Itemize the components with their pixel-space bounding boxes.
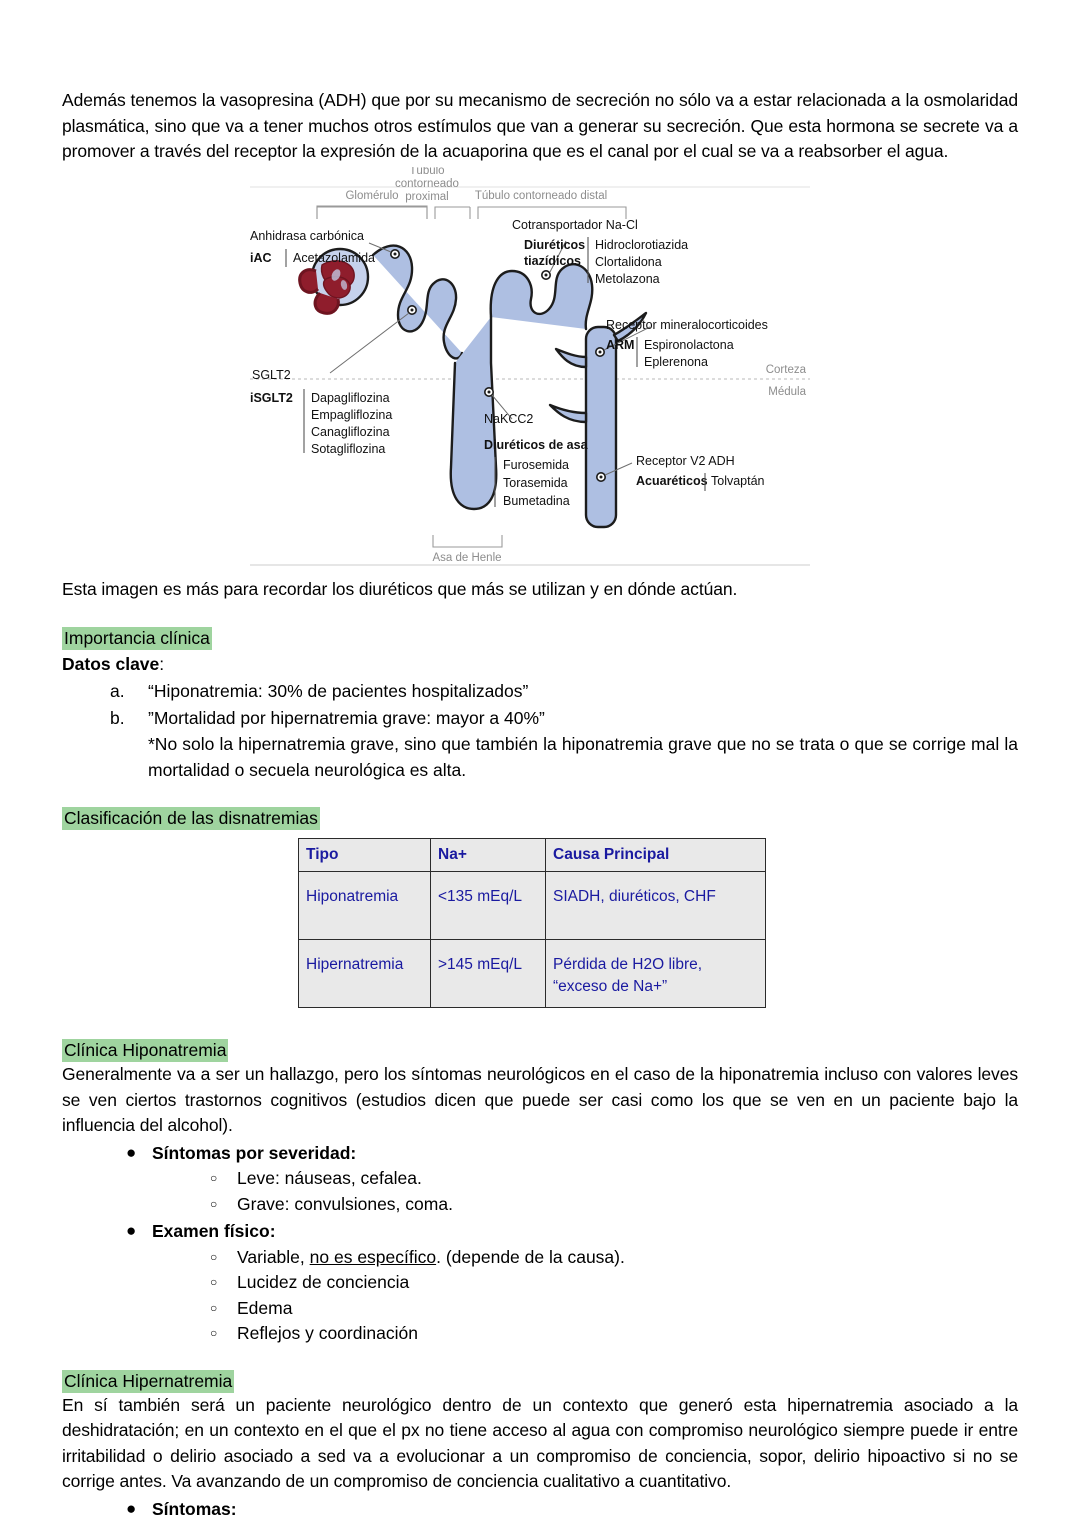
table-row — [299, 872, 766, 940]
cell-causa: SIADH, diuréticos, CHF — [546, 872, 766, 940]
callout-drug-metolazona: Metolazona — [595, 271, 660, 286]
circle-bullet-icon: ○ — [210, 1300, 218, 1315]
list-item — [110, 679, 1018, 705]
list-item-text-post: . (depende de la causa). — [436, 1246, 625, 1267]
callout-abbr-arm: ARM — [606, 337, 635, 352]
list-item-text: Leve: náuseas, cefalea. — [237, 1168, 422, 1188]
circle-bullet-icon: ○ — [210, 1249, 218, 1264]
cell-causa: Pérdida de H2O libre, “exceso de Na+” — [546, 940, 766, 1008]
cell-na: >145 mEq/L — [431, 940, 546, 1008]
callout-drug-eplerenona: Eplerenona — [644, 354, 708, 369]
cell-tipo: Hipernatremia — [299, 940, 431, 1008]
heading-importancia-clinica: Importancia clínica — [64, 628, 210, 648]
column-header-causa: Causa Principal — [546, 839, 766, 872]
callout-drug-clortalidona: Clortalidona — [595, 254, 662, 269]
examen-fisico-sublist — [152, 1245, 1018, 1347]
label-glomerulo: Glomérulo — [345, 189, 399, 202]
figure-caption: Esta imagen es más para recordar los diuréticos que más se utilizan y en dónde actúan. — [62, 578, 738, 599]
callout-abbr-iac: iAC — [250, 250, 272, 265]
callout-drug-empagliflozina: Empagliflozina — [311, 407, 393, 422]
circle-bullet-icon: ○ — [210, 1196, 218, 1211]
intro-paragraph: Además tenemos la vasopresina (ADH) que por su mecanismo de secreción no sólo va a estar relacionada a la osmolaridad plasmática, sino que va a tener muchos otros estímulos que van a generar su secreción. Que esta hormona se secrete va a promover a través del receptor la expresión de la acuaporina que es el canal por el cual se va a reabsorber el agua. — [62, 90, 1018, 161]
disnatremias-table-wrap — [298, 838, 1018, 1008]
list-item — [207, 1245, 1018, 1271]
list-item — [207, 1192, 1018, 1218]
list-item — [207, 1296, 1018, 1322]
callout-drug-acetazolamida: Acetazolamida — [293, 250, 375, 265]
nephron-figure-svg — [0, 167, 1080, 577]
list-item-text: “Hiponatremia: 30% de pacientes hospitalizados” — [148, 681, 529, 701]
list-item — [207, 1270, 1018, 1296]
callout-drug-canagliflozina: Canagliflozina — [311, 424, 390, 439]
list-item-text-underlined: no es específico — [309, 1246, 437, 1267]
list-item-text: Reflejos y coordinación — [237, 1323, 418, 1343]
cell-na: <135 mEq/L — [431, 872, 546, 940]
list-item — [207, 1321, 1018, 1347]
hipernatremia-bullet-list — [62, 1497, 1018, 1523]
callout-drug-furosemida: Furosemida — [503, 457, 569, 472]
callout-drug-torasemida: Torasemida — [503, 475, 568, 490]
list-item-text: Grave: convulsiones, coma. — [237, 1193, 453, 1214]
callout-abbr-asa: Diuréticos de asa — [484, 437, 588, 452]
list-item-text: ”Mortalidad por hipernatremia grave: mayor a 40%” — [148, 707, 545, 728]
callout-abbr-tiazidicos-1: Diuréticos — [524, 237, 586, 252]
callout-target-v2adh: Receptor V2 ADH — [636, 453, 735, 468]
disnatremias-table — [298, 838, 766, 1008]
column-header-na: Na+ — [431, 839, 546, 872]
callout-abbr-tiazidicos-2: tiazídicos — [524, 253, 581, 268]
cell-tipo: Hiponatremia — [299, 872, 431, 940]
callout-abbr-isglt2: iSGLT2 — [250, 390, 293, 405]
label-medula: Médula — [768, 385, 806, 398]
bullet-examen-fisico — [122, 1219, 1018, 1347]
bullet-label: Examen físico: — [152, 1221, 276, 1241]
bullet-label: Síntomas por severidad: — [152, 1142, 357, 1163]
clinica-hiponatremia-paragraph: Generalmente va a ser un hallazgo, pero los síntomas neurológicos en el caso de la hiponatremia incluso con valores leves se ven ciertos trastornos cognitivos (estudios dicen que puede ser casi como los que se ven en un paciente bajo la influencia del alcohol). — [62, 1064, 1018, 1135]
clinica-hipernatremia-paragraph: En sí también será un paciente neurológico dentro de un contexto que generó esta hipernatremia asociado a la deshidratación; en un contexto en el que el px no tiene acceso al agua con compromiso neurológico siempre puede ir entre irritabilidad o delirio asociado a sed va a evolucionar a un compromiso de conciencia, sopor, delirio hipoactivo si no se corrige antes. Va avanzando de un compromiso de conciencia cualitativo a cuantitativo. — [62, 1394, 1018, 1491]
callout-drug-bumetadina: Bumetadina — [503, 493, 570, 508]
label-corteza: Corteza — [765, 363, 806, 376]
label-tcp-3: proximal — [405, 190, 449, 203]
column-header-tipo: Tipo — [299, 839, 431, 872]
hiponatremia-bullet-list — [62, 1141, 1018, 1347]
table-row — [299, 940, 766, 1008]
callout-drug-tolvaptan: Tolvaptán — [711, 473, 765, 488]
list-item-text: Lucidez de conciencia — [237, 1272, 410, 1292]
list-item-text-pre: Variable, — [237, 1246, 310, 1267]
heading-clinica-hiponatremia: Clínica Hiponatremia — [64, 1040, 227, 1060]
callout-drug-espironolactona: Espironolactona — [644, 337, 734, 352]
circle-bullet-icon: ○ — [210, 1275, 218, 1289]
list-marker: a. — [110, 681, 125, 701]
datos-clave-list — [62, 679, 1018, 783]
callout-target-sglt2: SGLT2 — [252, 367, 291, 382]
list-item-text: Edema — [237, 1297, 293, 1318]
list-marker: b. — [110, 707, 125, 728]
bullet-dot-icon: ● — [126, 1221, 137, 1240]
bullet-dot-icon: ● — [126, 1498, 137, 1518]
bullet-sintomas-severidad — [122, 1141, 1018, 1218]
heading-clasificacion-disnatremias: Clasificación de las disnatremias — [64, 808, 318, 828]
callout-target-arm: Receptor mineralocorticoides — [606, 317, 768, 332]
datos-clave-label: Datos clave: — [62, 654, 165, 674]
list-item — [110, 706, 1018, 784]
nephron-diuretics-diagram — [0, 167, 1080, 577]
label-tcp-1: Túbulo — [409, 166, 445, 177]
callout-target-nakcc2: NaKCC2 — [484, 411, 534, 426]
label-tcd: Túbulo contorneado distal — [474, 189, 608, 202]
circle-bullet-icon: ○ — [210, 1326, 218, 1340]
circle-bullet-icon: ○ — [210, 1171, 218, 1185]
bullet-dot-icon: ● — [126, 1142, 137, 1162]
sintomas-severidad-sublist — [152, 1166, 1018, 1217]
label-tcp-2: contorneado — [395, 177, 459, 190]
callout-drug-dapagliflozina: Dapagliflozina — [311, 390, 390, 405]
importancia-note: *No solo la hipernatremia grave, sino que también la hiponatremia grave que no se trata o que se corrige mal la mortalidad o secuela neurológica es alta. — [148, 734, 1018, 780]
bullet-sintomas — [122, 1497, 1018, 1523]
callout-target-anhidrasa: Anhidrasa carbónica — [250, 228, 364, 243]
callout-abbr-acuareticos: Acuaréticos — [636, 473, 708, 488]
bullet-label: Síntomas: — [152, 1498, 237, 1519]
label-asa-de-henle: Asa de Henle — [432, 551, 502, 564]
heading-clinica-hipernatremia: Clínica Hipernatremia — [64, 1370, 233, 1391]
callout-target-nacl: Cotransportador Na-Cl — [512, 217, 638, 232]
table-header-row — [299, 839, 766, 872]
callout-drug-sotagliflozina: Sotagliflozina — [311, 441, 386, 456]
callout-drug-hidroclorotiazida: Hidroclorotiazida — [595, 237, 689, 252]
list-item — [207, 1166, 1018, 1192]
